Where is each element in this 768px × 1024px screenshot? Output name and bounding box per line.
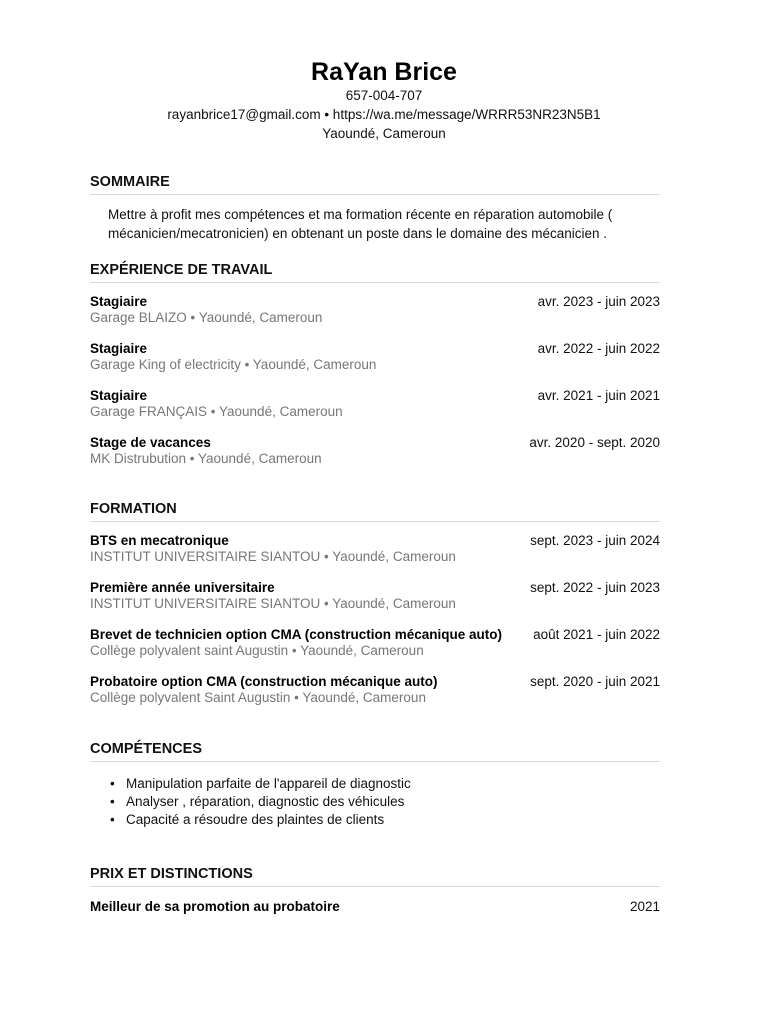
bullet-icon: • [110,794,115,809]
experience-entry [90,435,660,467]
experience-entry [90,294,660,326]
job-title: Stage de vacances [90,435,211,450]
contact-line: rayanbrice17@gmail.com • https://wa.me/message/WRRR53NR23N5B1 [167,107,601,122]
school-name: INSTITUT UNIVERSITAIRE SIANTOU • Yaoundé, Cameroun [90,549,456,564]
section-title-summary: SOMMAIRE [90,173,660,195]
award-year: 2021 [629,899,660,914]
degree-dates: août 2021 - juin 2022 [533,627,660,642]
job-dates: avr. 2022 - juin 2022 [537,341,660,356]
education-entry [90,627,660,659]
school-name: INSTITUT UNIVERSITAIRE SIANTOU • Yaoundé, Cameroun [90,596,456,611]
phone-number: 657-004-707 [345,88,423,103]
job-dates: avr. 2021 - juin 2021 [537,388,660,403]
skills-list [108,775,648,829]
job-organization: Garage BLAIZO • Yaoundé, Cameroun [90,310,323,325]
skill-item [108,793,648,811]
job-organization: Garage FRANÇAIS • Yaoundé, Cameroun [90,404,343,419]
job-title: Stagiaire [90,341,148,356]
section-title-education: FORMATION [90,500,660,522]
candidate-name: RaYan Brice [311,58,457,86]
experience-entry [90,388,660,420]
award-entry [90,899,660,915]
skill-text: Manipulation parfaite de l'appareil de diagnostic [126,776,411,791]
school-name: Collège polyvalent Saint Augustin • Yaoundé, Cameroun [90,690,426,705]
job-title: Stagiaire [90,388,148,403]
school-name: Collège polyvalent saint Augustin • Yaoundé, Cameroun [90,643,424,658]
skill-text: Capacité a résoudre des plaintes de clients [126,812,385,827]
degree-title: BTS en mecatronique [90,533,229,548]
resume-header [0,58,768,143]
section-title-awards: PRIX ET DISTINCTIONS [90,865,660,887]
bullet-icon: • [110,812,115,827]
degree-dates: sept. 2020 - juin 2021 [530,674,660,689]
bullet-icon: • [110,776,115,791]
job-dates: avr. 2023 - juin 2023 [537,294,660,309]
job-organization: MK Distrubution • Yaoundé, Cameroun [90,451,322,466]
summary-text: Mettre à profit mes compétences et ma formation récente en réparation automobile ( mécanicien/mecatronicien) en obtenant un poste dans le domaine des mécanicien . [108,207,613,241]
degree-title: Première année universitaire [90,580,275,595]
job-organization: Garage King of electricity • Yaoundé, Cameroun [90,357,377,372]
skill-item [108,811,648,829]
section-title-skills: COMPÉTENCES [90,740,660,762]
degree-title: Probatoire option CMA (construction mécanique auto) [90,674,438,689]
skill-text: Analyser , réparation, diagnostic des véhicules [126,794,405,809]
education-entry [90,580,660,612]
degree-dates: sept. 2023 - juin 2024 [530,533,660,548]
degree-title: Brevet de technicien option CMA (construction mécanique auto) [90,627,503,642]
job-title: Stagiaire [90,294,148,309]
job-dates: avr. 2020 - sept. 2020 [529,435,660,450]
section-title-experience: EXPÉRIENCE DE TRAVAIL [90,261,660,283]
education-entry [90,674,660,706]
experience-entry [90,341,660,373]
skill-item [108,775,648,793]
education-entry [90,533,660,565]
award-name: Meilleur de sa promotion au probatoire [90,899,340,914]
degree-dates: sept. 2022 - juin 2023 [530,580,660,595]
location: Yaoundé, Cameroun [322,126,446,141]
